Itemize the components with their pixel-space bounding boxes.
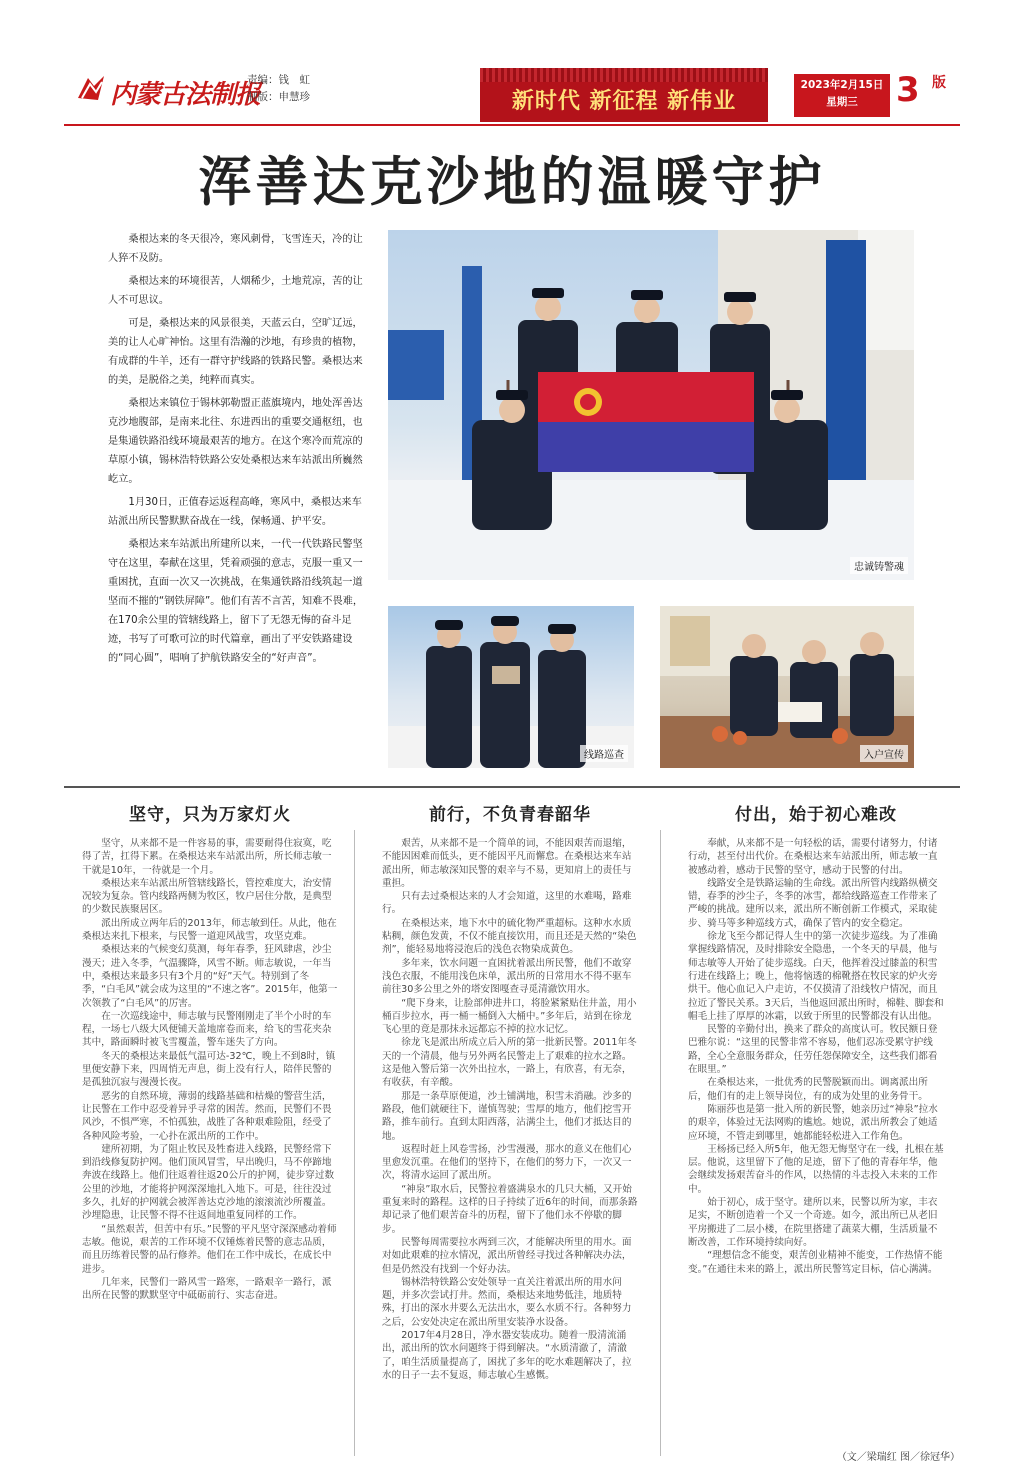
patrol-photo (388, 606, 634, 768)
column-paragraph: 民警的辛勤付出，换来了群众的高度认可。牧民额日登巴雅尔说：“这里的民警非常不容易，他们忍冻受累守护线路，全心全意服务群众，任劳任怨保障安全，这些我们都看在眼里。” (688, 1024, 938, 1076)
banner-decoration (480, 68, 768, 82)
column-paragraph: 锡林浩特铁路公安处领导一直关注着派出所的用水问题，并多次尝试打井。然而，桑根达来地势低洼，地质特殊，打出的深水井要么无法出水，要么水质不行。各种努力之后，公安处决定在派出所里安装净水设备。 (382, 1276, 632, 1328)
column-heading: 前行，不负青春韶华 (429, 805, 591, 825)
intro-paragraph: 桑根达来的环境很苦，人烟稀少，土地荒凉，苦的让人不可思议。 (108, 276, 363, 306)
home-visit-illustration (660, 606, 914, 768)
column-paragraph: 几年来，民警们一路风雪一路寒，一路艰辛一路行，派出所在民警的默默坚守中砥砺前行、实志奋进。 (82, 1276, 332, 1302)
column-body (82, 837, 338, 1302)
home-visit-photo-caption: 入户宣传 (860, 745, 908, 762)
column-paragraph: “爬下身来，让脸部伸进井口，将脸紧紧贴住井盖，用小桶百步拉水，再一桶一桶倒入大桶中。”多年后，站到在徐龙飞心里的竟是那抹永远都忘不掉的拉水记忆。 (382, 997, 637, 1036)
intro-text (108, 230, 364, 672)
masthead-title: 内蒙古法制报 (110, 80, 261, 110)
column-paragraph: 桑根达来车站派出所管辖线路长，管控难度大，治安情况较为复杂。管内线路两侧为牧区，牧户居住分散，是典型的少数民族聚居区。 (82, 877, 332, 916)
page-title: 浑善达克沙地的温暖守护 (198, 151, 826, 213)
column-paragraph: 陈丽莎也是第一批入所的新民警，她亲历过“神泉”拉水的艰辛，体验过无法网购的尴尬。她说，派出所教会了她适应环境，不管走到哪里，她都能轻松进入工作角色。 (688, 1103, 938, 1142)
line-patrol-illustration (388, 606, 634, 768)
column-paragraph: 只有去过桑根达来的人才会知道，这里的水难喝，路难行。 (382, 891, 632, 916)
article-column-2 (382, 800, 638, 1382)
column-paragraph: 徐龙飞是派出所成立后入所的第一批新民警。2011年冬天的一个清晨，他与另外两名民警走上了艰难的拉水之路。这是他入警后第一次外出拉水，一路上，有欣喜，有无奈，有收获，有辛酸。 (382, 1037, 637, 1089)
column-paragraph: “虽然艰苦，但苦中有乐。”民警的平凡坚守深深感动着师志敏。他说，艰苦的工作环境不仅锤炼着民警的意志品质，而且历练着民警的品行修养。他们在工作中成长，在成长中进步。 (82, 1223, 337, 1275)
column-paragraph: 在桑根达来，地下水中的硫化物严重超标。这种水水质粘稠，颜色发黄，不仅不能直接饮用，而且还是天然的“染色剂”，能轻易地将浸泡后的浅色衣物染成黄色。 (382, 917, 637, 956)
column-paragraph: 桑根达来的气候变幻莫测，每年春季，狂风肆虐，沙尘漫天；进入冬季，气温骤降，风雪不断。师志敏说，一年当中，桑根达来最多只有3个月的“好”天气。特别到了冬季，“白毛风”就会成为这里的“不速之客”。2015年，他第一次领教了“白毛风”的厉害。 (82, 944, 338, 1009)
newspaper-emblem-icon (74, 72, 108, 106)
column-paragraph: 冬天的桑根达来最低气温可达-32℃，晚上不到8时，镇里便安静下来，四周悄无声息，街上没有行人，陪伴民警的是孤独沉寂与漫漫长夜。 (82, 1050, 336, 1089)
column-paragraph: “理想信念不能变，艰苦创业精神不能变，工作热情不能变。”在通往未来的路上，派出所民警笃定目标，信心满满。 (688, 1250, 943, 1275)
column-paragraph: 在桑根达来，一批优秀的民警脱颖而出。调离派出所后，他们有的走上领导岗位，有的成为处里的业务骨干。 (688, 1077, 928, 1102)
column-heading: 坚守，只为万家灯火 (129, 805, 291, 825)
column-paragraph: 坚守，从来都不是一件容易的事，需要耐得住寂寞，吃得了苦，扛得下累。在桑根达来车站派出所，所长师志敏一干就是10年，一待就是一个月。 (82, 838, 332, 876)
column-paragraph: 建所初期，为了阻止牧民及牲畜进入线路，民警经常下到沿线修复防护网。他们顶风冒雪，早出晚归，马不停蹄地奔波在线路上。他们往返着往返20公斤的护网，徒步穿过数公里的沙地，才能将护网深深地扎入地下。可是，往往没过多久，扎好的护网就会被浑善达克沙地的滚滚流沙所覆盖。沙埋隐患，让民警不得不往返间地重复同样的工作。 (82, 1143, 335, 1222)
main-photo (388, 230, 914, 580)
column-paragraph: “神泉”取水后，民警拉着盛满泉水的几只大桶，又开始重复来时的路程。这样的日子持续了近6年的时间，而那条路却记录了他们艰苦奋斗的历程，留下了他们永不停歇的脚步。 (382, 1183, 638, 1235)
page-number-suffix: 版 (932, 75, 946, 91)
date-block (794, 74, 890, 117)
column-paragraph: 多年来，饮水问题一直困扰着派出所民警，他们不敢穿浅色衣服，不能用浅色床单，派出所的日常用水不得不驱车前往30多公里之外的塔安图嘎查寻觅清澈饮用水。 (382, 957, 632, 996)
column-body (688, 837, 944, 1276)
column-body (382, 837, 638, 1382)
intro-paragraph: 可是，桑根达来的风景很美，天蓝云白，空旷辽远，美的让人心旷神怡。这里有浩瀚的沙地，有珍贵的植物，有成群的牛羊，还有一群守护线路的铁路民警。桑根达来的美，是脱俗之美，纯粹而真实。 (108, 318, 363, 386)
masthead-logo (74, 70, 261, 110)
intro-paragraph: 1月30日，正值春运返程高峰，寒风中，桑根达来车站派出所民警默默奋战在一线，保畅通、护平安。 (108, 497, 362, 527)
intro-paragraph: 桑根达来车站派出所建所以来，一代一代铁路民警坚守在这里，奉献在这里，凭着顽强的意志，克服一重又一重困扰，直面一次又一次挑战，在集通铁路沿线筑起一道坚而不摧的“钢铁屏障”。他们有苦不言苦，知难不畏难，在170余公里的管辖线路上，留下了无怨无悔的奋斗足迹，书写了可歌可泣的时代篇章，画出了平安铁路建设的“同心圆”，唱响了护航铁路安全的“好声音”。 (108, 539, 364, 664)
column-divider (660, 830, 661, 1456)
police-group-flag-illustration (388, 230, 914, 580)
home-visit-photo (660, 606, 914, 768)
header-divider (64, 124, 960, 126)
patrol-photo-caption: 线路巡查 (580, 745, 628, 762)
banner-slogan: 新时代 新征程 新伟业 (511, 89, 737, 114)
column-paragraph: 王杨扬已经入所5年，他无怨无悔坚守在一线，扎根在基层。他说，这里留下了他的足迹，留下了他的青春年华，他会继续发扬艰苦奋斗的作风，以热情的斗志投入未来的工作中。 (688, 1143, 944, 1195)
column-paragraph: 那是一条草原便道，沙土铺满地，积雪未消融。沙多的路段，他们就硬往下，谨慎驾驶；雪厚的地方，他们挖雪开路，推车前行。直到太阳西落，沾满尘土，他们才抵达目的地。 (382, 1090, 632, 1142)
intro-paragraph: 桑根达来镇位于锡林郭勒盟正蓝旗境内，地处浑善达克沙地腹部，是南来北往、东进西出的重要交通枢纽，也是集通铁路沿线环境最艰苦的地方。在这个寒冷而荒凉的草原小镇，锡林浩特铁路公安处桑根达来车站派出所巍然屹立。 (108, 398, 363, 485)
section-divider (64, 786, 960, 788)
column-paragraph: 徐龙飞至今都记得人生中的第一次徒步巡线。为了准确掌握线路情况，及时排除安全隐患，一个冬天的早晨，他与师志敏等人开始了徒步巡线。白天，他挥着没过膝盖的积雪行进在线路上；晚上，他将恼透的棉靴搭在牧民家的炉火旁烘干。他心血记入户走访，不仅摸清了沿线牧户情况，而且拉近了警民关系。3天后，当他返回派出所时，棉鞋、脚套和帽毛上挂了厚厚的冰霜，以致于所里的民警都没有认出他。 (688, 931, 944, 1022)
column-paragraph: 始于初心，成于坚守。建所以来，民警以所为家，丰衣足实，不断创造着一个又一个奇迹。如今，派出所已从老旧平房搬进了二层小楼，在院里搭建了蔬菜大棚，生活质量不断改善，工作环境持续向好。 (688, 1197, 938, 1248)
column-paragraph: 派出所成立两年后的2013年，师志敏到任。从此，他在桑根达来扎下根来，与民警一道迎风战雪，攻坚克难。 (82, 917, 337, 943)
column-paragraph: 在一次巡线途中，师志敏与民警刚刚走了半个小时的车程，一场七八级大风便铺天盖地席卷而来，给飞的雪花夹杂其中，路面瞬时被飞雪覆盖，警车迷失了方向。 (82, 1010, 332, 1049)
intro-paragraph: 桑根达来的冬天很冷，寒风刺骨，飞雪连天，冷的让人猝不及防。 (108, 234, 363, 264)
designer-credit: 制版：申慧珍 (247, 91, 310, 103)
article-column-1 (82, 800, 338, 1302)
article-column-3 (688, 800, 944, 1276)
column-paragraph: 线路安全是铁路运输的生命线。派出所管内线路纵横交错，春季的沙尘子，冬季的冰雪，都给线路巡查工作带来了严峻的挑战。建所以来，派出所不断创新工作模式，采取徒步、骑马等多种巡线方式，确保了管内的安全稳定。 (688, 877, 938, 929)
column-heading: 付出，始于初心难改 (735, 805, 897, 825)
main-photo-caption: 忠诚铸警魂 (850, 557, 908, 574)
page-number: 3 (896, 70, 920, 110)
column-divider (354, 830, 355, 1456)
issue-date: 2023年2月15日 (800, 79, 884, 91)
byline: （文／梁瑞红 图／徐冠华） (836, 1452, 960, 1463)
column-paragraph: 返程时赶上风卷雪扬，沙雪漫漫，那水的意义在他们心里愈发沉重。在他们的坚持下，在他们的努力下，一次又一次，将清水运回了派出所。 (382, 1143, 632, 1182)
column-paragraph: 奉献，从来都不是一句轻松的话，需要付诸努力，付诸行动，甚至付出代价。在桑根达来车站派出所，师志敏一直被感动着，感动于民警的坚守，感动于民警的付出。 (688, 838, 938, 876)
slogan-banner (480, 68, 768, 122)
column-paragraph: 民警每周需要拉水两到三次，才能解决所里的用水。面对如此艰难的拉水情况，派出所曾经寻找过各种解决办法，但是仍然没有找到一个好办法。 (382, 1236, 632, 1275)
editor-credit: 责编：钱 虹 (247, 74, 310, 86)
issue-weekday: 星期三 (826, 96, 858, 108)
column-paragraph: 2017年4月28日，净水器安装成功。随着一股清流涌出，派出所的饮水问题终于得到解决。“水质清澈了，清澈了，咱生活质量提高了，困扰了多年的吃水难题解决了，拉水的日子一去不复返，师志敏心生感慨。 (382, 1329, 632, 1381)
column-paragraph: 艰苦，从来都不是一个简单的词，不能因艰苦而退缩，不能因困难而低头，更不能因平凡而懈怠。在桑根达来车站派出所，师志敏深知民警的艰辛与不易，更知肩上的责任与重担。 (382, 838, 632, 889)
column-paragraph: 恶劣的自然环境，薄弱的线路基础和枯燥的警营生活，让民警在工作中忍受着异乎寻常的困苦。然而，民警们不畏风沙，不惧严寒，不怕孤独，战胜了各种艰难险阻，经受了各种风险考验，一心扑在派出所的工作中。 (82, 1090, 332, 1142)
credits (247, 72, 310, 106)
